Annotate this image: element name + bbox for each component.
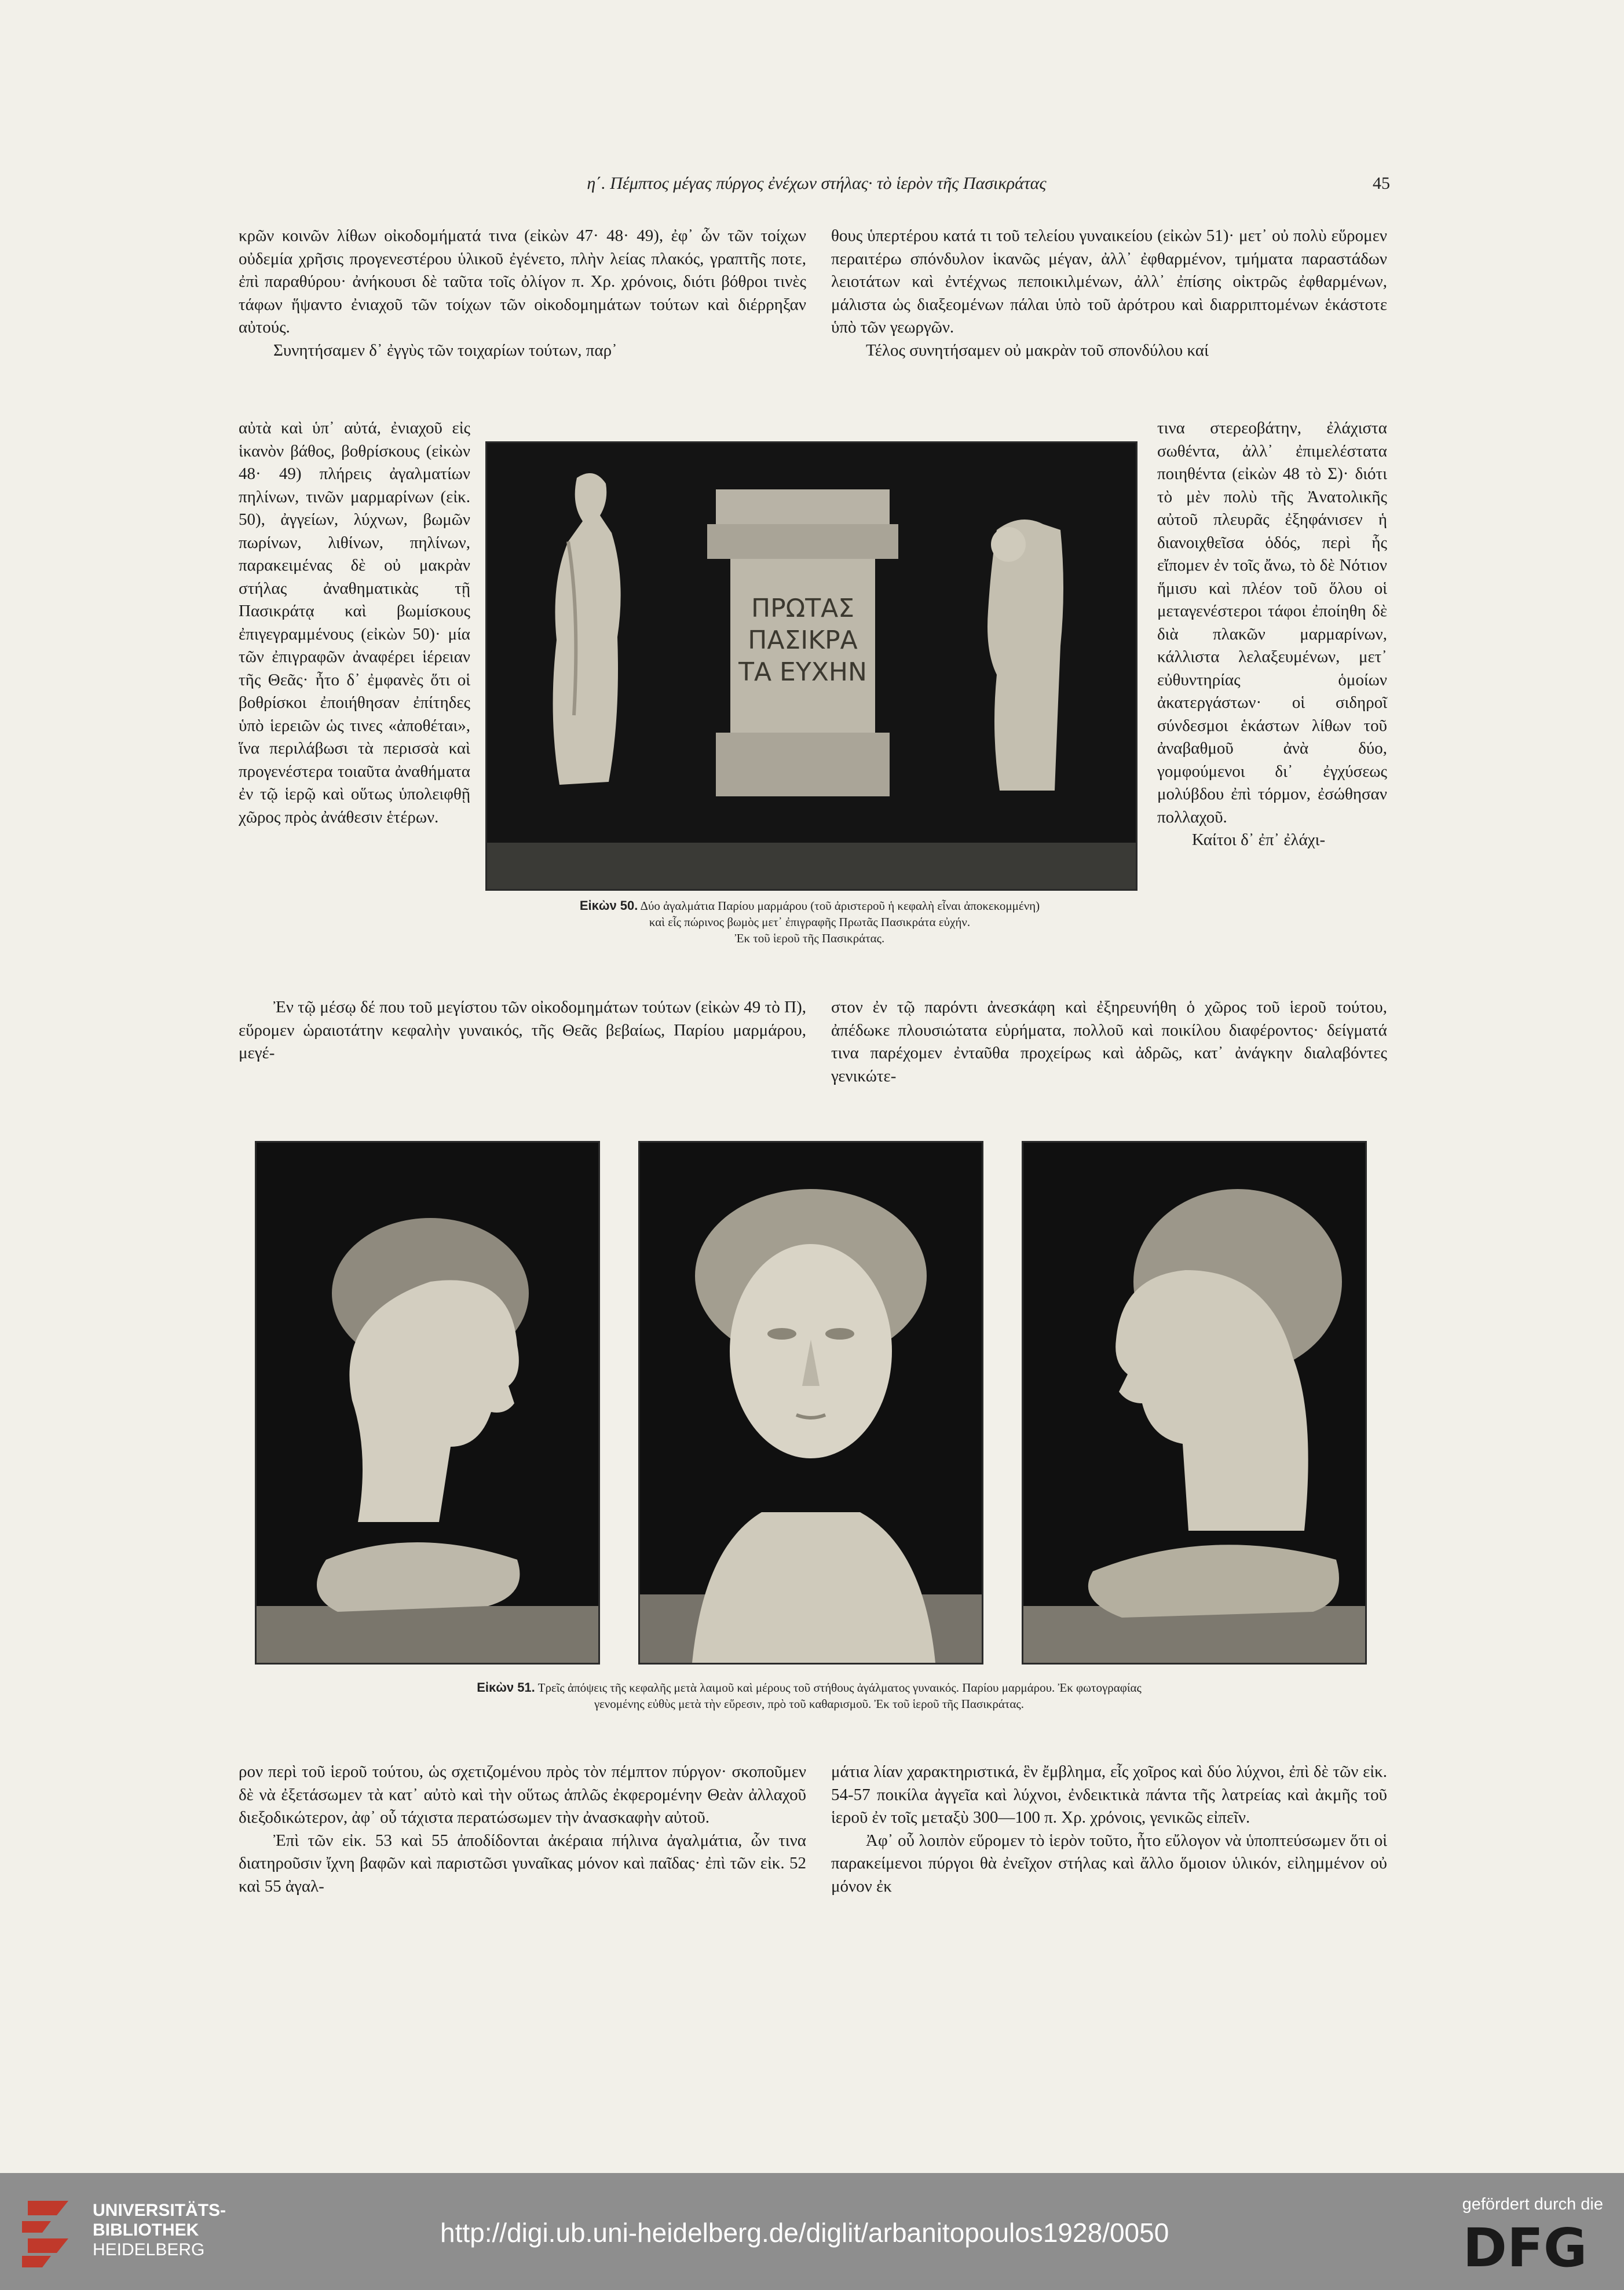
university-library-logo[interactable] — [16, 2195, 80, 2270]
altar-inscription-line: ΤΑ ΕΥΧΗΝ — [738, 657, 867, 687]
text-column-mid-right — [831, 996, 1387, 1088]
paragraph: αὐτὰ καὶ ὑπ᾽ αὐτά, ἐνιαχοῦ εἰς ἱκανὸν βάθος, βοθρίσκους (εἰκὼν 48· 49) πλήρεις ἀγαλματίων πηλίνων, τινῶν μαρμαρίνων (εἰκ. 50), ἀγγείων, λύχνων, βωμῶν πωρίνων, λιθίνων, πηλίνων, παρακειμένας δὲ οὐ μακρὰν στήλας ἀναθηματικὰς τῇ Πασικράτᾳ καὶ βωμίσκους ἐπιγεγραμμένους (εἰκὼν 50)· μία τῶν ἐπιγραφῶν ἀναφέρει ἱέρειαν τῆς Θεᾶς· ἦτο δ᾽ ἐμφανὲς ὅτι οἱ βοθρίσκοι ἐποιήθησαν ἐπίτηδες ὑπὸ ἱερειῶν ὡς τινες «ἀποθέται», ἵνα περιλάβωσι τὰ περισσὰ καὶ προγενέστερα τοιαῦτα ἀναθήματα ἐν τῷ ἱερῷ καὶ οὕτως ὑπολειφθῇ χῶρος πρὸς ἀνάθεσιν ἑτέρων. — [239, 419, 470, 826]
statuettes-and-altar-image — [487, 443, 1136, 889]
figure-51-caption — [255, 1680, 1363, 1712]
paragraph: Ἐν τῷ μέσῳ δέ που τοῦ μεγίστου τῶν οἰκοδομημάτων τούτων (εἰκὼν 49 τὸ Π), εὕρομεν ὡραιοτάτην κεφαλὴν γυναικός, τῆς Θεᾶς βεβαίως, Παρίου μαρμάρου, μεγέ- — [239, 998, 806, 1062]
text-column-top-right — [831, 225, 1387, 362]
running-head: η΄. Πέμπτος μέγας πύργος ἐνέχων στήλας· τὸ ἱερὸν τῆς Πασικράτας — [587, 174, 1047, 193]
caption-text: καὶ εἷς πώρινος βωμὸς μετ᾽ ἐπιγραφῆς Πρωτᾶς Πασικράτα εὐχήν. — [649, 915, 971, 929]
paragraph: Ἐπὶ τῶν εἰκ. 53 καὶ 55 ἀποδίδονται ἀκέραια πήλινα ἀγαλμάτια, ὧν τινα διατηροῦσιν ἴχνη βαφῶν καὶ παριστῶσι γυναῖκας μόνον καὶ παῖδας· ἐπὶ τῶν εἰκ. 52 καὶ 55 ἀγαλ- — [239, 1831, 806, 1896]
text-column-top-left — [239, 225, 806, 362]
paragraph: μάτια λίαν χαρακτηριστικά, ἓν ἔμβλημα, εἷς χοῖρος καὶ δύο λύχνοι, ἐπὶ δὲ τῶν εἰκ. 54-57 ποικίλα ἀγγεῖα καὶ λύχνοι, ἐνδεικτικὰ πάντα τῆς λατρείας καὶ ἀκμῆς τοῦ ἱεροῦ ἐν τοῖς μεταξὺ 300—100 π. Χρ. χρόνοις, γενικῶς εἰπεῖν. — [831, 1762, 1387, 1827]
dfg-wordmark: DFG — [1462, 2221, 1588, 2273]
paragraph: ρον περὶ τοῦ ἱεροῦ τούτου, ὡς σχετιζομένου πρὸς τὸν πέμπτον πύργον· σκοποῦμεν δὲ νὰ ἐξετάσωμεν τὰ κατ᾽ αὐτὸ καὶ τὴν οὕτως ἁπλῶς ἐκφερομένην Θεὰν ἀλλαχοῦ διεξοδικώτερον, ἀφ᾽ οὗ τάχιστα περατώσωμεν τὴν ἀνασκαφὴν αὐτοῦ. — [239, 1762, 806, 1827]
paragraph: Συνητήσαμεν δ᾽ ἐγγὺς τῶν τοιχαρίων τούτων, παρ᾽ — [273, 341, 617, 360]
dfg-logo[interactable] — [1447, 2221, 1603, 2273]
figure-50-caption — [485, 898, 1134, 946]
altar-inscription-line: ΠΑΣΙΚΡΑ — [748, 625, 858, 655]
caption-text: Ἐκ τοῦ ἱεροῦ τῆς Πασικράτας. — [734, 931, 885, 945]
figure-51-photo-frontal — [638, 1141, 983, 1665]
caption-text: γενομένης εὐθὺς μετὰ τὴν εὕρεσιν, πρὸ τοῦ καθαρισμοῦ. Ἐκ τοῦ ἱεροῦ τῆς Πασικράτας. — [594, 1697, 1024, 1711]
library-name-line: UNIVERSITÄTS- — [93, 2201, 226, 2220]
paragraph: Καίτοι δ᾽ ἐπ᾽ ἐλάχι- — [1192, 831, 1326, 849]
figure-51-photo-left-profile — [255, 1141, 600, 1665]
figure-50-photo — [485, 441, 1137, 891]
caption-text: Τρεῖς ἀπόψεις τῆς κεφαλῆς μετὰ λαιμοῦ καὶ μέρους τοῦ στήθους ἀγάλματος γυναικός. Παρίου μαρμάρου. Ἐκ φωτογραφίας — [537, 1681, 1142, 1695]
head-profile-right-image — [257, 1143, 598, 1663]
text-column-bottom-right — [831, 1761, 1387, 1898]
paragraph: κρῶν κοινῶν λίθων οἰκοδομήματά τινα (εἰκὼν 47· 48· 49), ἐφ᾽ ὧν τῶν τοίχων οὐδεμία χρῆσις προγενεστέρου ὑλικοῦ ἐγένετο, πλὴν λείας πλακός, γραπτῆς ποτε, ἐπὶ παραθύρου· ἀνήκουσι δὲ ταῦτα τοῖς ὀλίγον π. Χρ. χρόνοις, διότι βόθροι τινὲς τάφων ἥψαντο ἐνιαχοῦ τῶν τοίχων τῶν οἰκοδομημάτων τούτων καὶ διέρρηξαν αὐτούς. — [239, 226, 806, 336]
head-profile-left-image — [1023, 1143, 1365, 1663]
paragraph: Τέλος συνητήσαμεν οὐ μακρὰν τοῦ σπονδύλου καί — [866, 341, 1209, 360]
permalink-url[interactable]: http://digi.ub.uni-heidelberg.de/diglit/arbanitopoulos1928/0050 — [440, 2218, 1169, 2248]
head-frontal-image — [640, 1143, 982, 1663]
figure-label: Εἰκὼν 51. — [477, 1680, 535, 1695]
library-name-line: HEIDELBERG — [93, 2240, 205, 2259]
page-number: 45 — [1373, 174, 1390, 193]
funded-by-label: gefördert durch die — [1462, 2195, 1603, 2214]
altar-inscription-line: ΠΡΩΤΑΣ — [751, 594, 855, 623]
library-name[interactable] — [93, 2201, 226, 2260]
text-column-mid-left — [239, 996, 806, 1065]
paragraph: τινα στερεοβάτην, ἐλάχιστα σωθέντα, ἀλλ᾽ ἐπιμελέστατα ποιηθέντα (εἰκὼν 48 τὸ Σ)· διότι τὸ μὲν πολὺ τῆς Ἀνατολικῆς αὐτοῦ πλευρᾶς ἐξηφάνισεν ἡ διανοιχθεῖσα ὁδός, περὶ ἧς εἴπομεν ἐν τοῖς ἄνω, τὸ δὲ Νότιον ἥμισυ καὶ πλέον τοῦ ὅλου οἱ μεταγενέστεροι τάφοι ἐποίηθη δὲ διὰ πλακῶν μαρμαρίνων, κάλλιστα λελαξευμένων, μετ᾽ εὐθυντηρίας ὁμοίων ἀκατεργάστων· οἱ σιδηροῖ σύνδεσμοι ἑκάστων λίθων τοῦ ἀναβαθμοῦ ἀνὰ δύο, γομφούμενοι δι᾽ ἐγχύσεως μολύβδου ἐπὶ τόρμον, ἐσώθησαν πολλαχοῦ. — [1157, 419, 1387, 826]
paragraph: θους ὑπερτέρου κατά τι τοῦ τελείου γυναικείου (εἰκὼν 51)· μετ᾽ οὐ πολὺ εὕρομεν περαιτέρω σπόνδυλον ἱκανῶς μέγαν, ἀλλ᾽ ἐφθαρμένον, τμήματα παραστάδων λειοτάτων καὶ ἐντέχνως πεποικιλμένων, ἀλλ᾽ ἐπίσης οἰκτρῶς ἐφθαρμένων, μάλιστα ὡς διαξεομένων πάλαι ὑπὸ τοῦ ἀρότρου καὶ διαρριπτομένων ἑκάστοτε ὑπὸ τῶν γεωργῶν. — [831, 226, 1387, 336]
library-name-line: BIBLIOTHEK — [93, 2221, 199, 2240]
text-column-wrap-right — [1157, 417, 1387, 852]
paragraph: στον ἐν τῷ παρόντι ἀνεσκάφη καὶ ἐξηρευνήθη ὁ χῶρος τοῦ ἱεροῦ τούτου, ἀπέδωκε πλουσιώτατα εὑρήματα, πολλοῦ καὶ ποικίλου διαφέροντος· δείγματά τινα παρέχομεν ἐνταῦθα προχείρως καὶ ἀδρῶς, κατ᾽ ἀνάγκην διαλαβόντες γενικώτε- — [831, 998, 1387, 1085]
figure-label: Εἰκὼν 50. — [579, 898, 638, 913]
paragraph: Ἀφ᾽ οὗ λοιπὸν εὕρομεν τὸ ἱερὸν τοῦτο, ἦτο εὔλογον νὰ ὑποπτεύσωμεν ὅτι οἱ παρακείμενοι πύργοι θὰ ἐνεῖχον στήλας καὶ ἄλλο ὅμοιον ὑλικόν, εἰλημμένον οὐ μόνον ἐκ — [831, 1831, 1387, 1896]
caption-text: Δύο ἀγαλμάτια Παρίου μαρμάρου (τοῦ ἀριστεροῦ ἡ κεφαλὴ εἶναι ἀποκεκομμένη) — [640, 899, 1040, 913]
text-column-wrap-left — [239, 417, 470, 829]
figure-51-photo-right-profile — [1022, 1141, 1367, 1665]
text-column-bottom-left — [239, 1761, 806, 1898]
